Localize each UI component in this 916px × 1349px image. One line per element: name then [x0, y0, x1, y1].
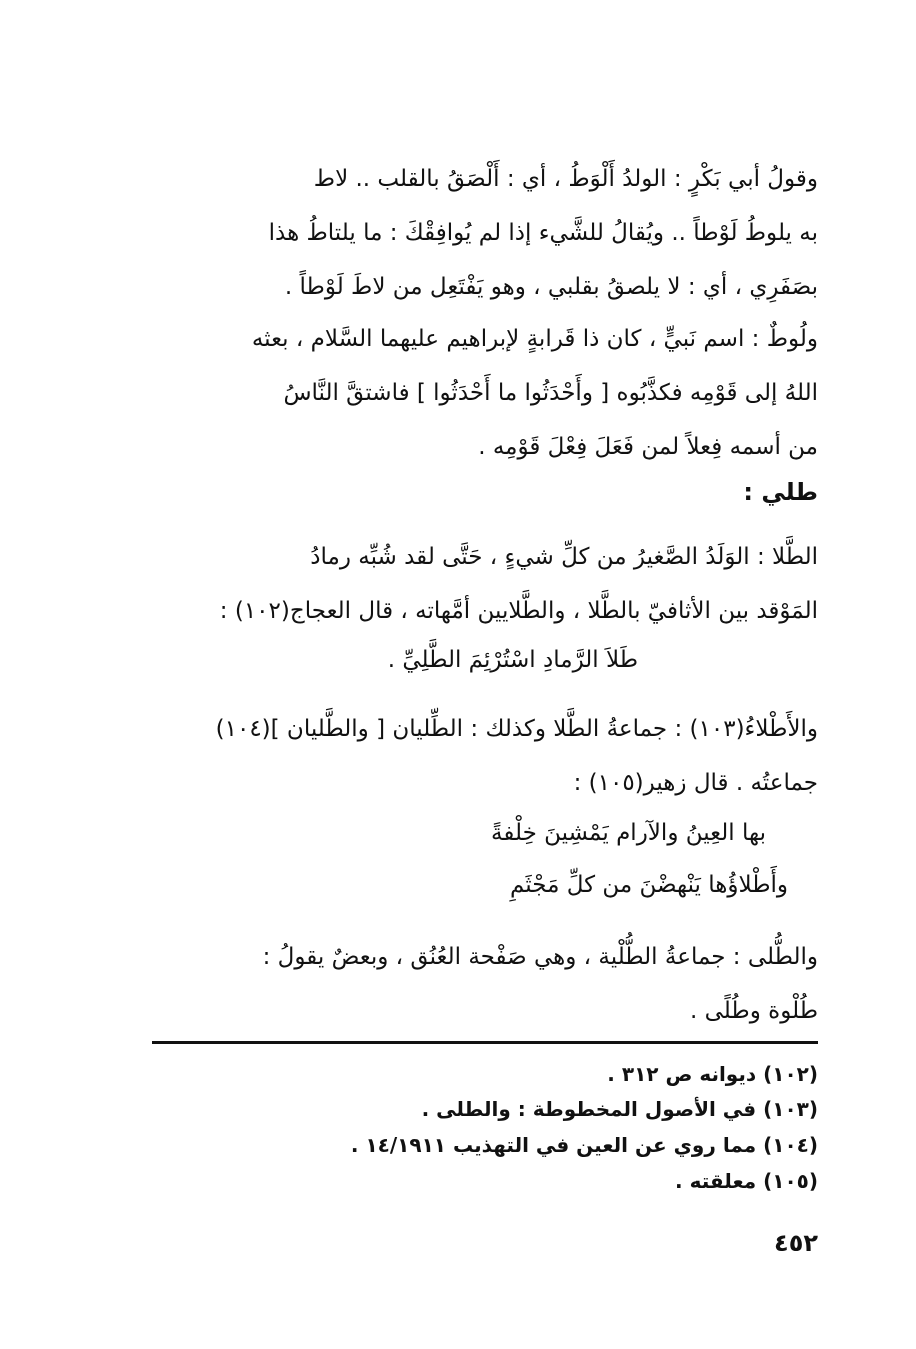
text-line: الطَّلا : الوَلَدُ الصَّغيرُ من كلِّ شيءٍ ، حَتَّى لقد شُبِّه رمادُ: [310, 544, 818, 570]
page-number: ٤٥٢: [774, 1229, 818, 1257]
text-line: به يلوطُ لَوْطاً .. ويُقالُ للشَّيء إذا لم يُوافِقْكَ : ما يلتاطُ هذا: [268, 220, 818, 246]
text-line: طُلْوة وطُلًى .: [690, 998, 818, 1024]
verse-zuhair-hemistich-2: وأَطْلاؤُها يَنْهضْنَ من كلِّ مَجْثَمِ: [509, 872, 788, 898]
text-line: والطُّلى : جماعةُ الطُّلْية ، وهي صَفْحة العُنُق ، وبعضٌ يقولُ :: [262, 944, 818, 970]
verse-ajjaj: طَلاَ الرَّمادِ اسْتُرْئِمَ الطَّلِيِّ .: [387, 647, 638, 673]
text-line: ولُوطٌ : اسم نَبيٍّ ، كان ذا قَرابةٍ لإبراهيم عليهما السَّلام ، بعثه: [251, 326, 818, 352]
verse-zuhair-hemistich-1: بها العِينُ والآرام يَمْشِينَ خِلْفةً: [490, 820, 766, 846]
entry-heading: طلي :: [743, 478, 818, 506]
footnote-103: (١٠٣) في الأصول المخطوطة : والطلى .: [421, 1097, 818, 1121]
footnote-102: (١٠٢) ديوانه ص ٣١٢ .: [607, 1062, 818, 1086]
paragraph-lut: [98, 312, 818, 474]
footnote-105: (١٠٥) معلقته .: [675, 1169, 818, 1193]
text-line: والأَطْلاءُ(١٠٣) : جماعةُ الطَّلا وكذلك : الطِّليان [ والطَّليان ](١٠٤): [215, 716, 818, 742]
paragraph-atla: [98, 702, 818, 810]
text-line: من أسمه فِعلاً لمن فَعَلَ فِعْلَ قَوْمِه .: [478, 434, 818, 460]
paragraph-tala: [98, 530, 818, 638]
footnote-divider: [152, 1041, 818, 1044]
paragraph-tula: [98, 930, 818, 1038]
paragraph-lwt: [98, 152, 818, 314]
text-line: المَوْقد بين الأثافيّ بالطَّلا ، والطَّلايين أمَّهاته ، قال العجاج(١٠٢) :: [219, 598, 818, 624]
text-line: بصَفَرِي ، أي : لا يلصقُ بقلبي ، وهو يَفْتَعِل من لاطَ لَوْطاً .: [284, 274, 818, 300]
text-line: اللهُ إلى قَوْمِه فكذَّبُوه [ وأَحْدَثُوا ما أَحْدَثُوا ] فاشتقَّ النَّاسُ: [283, 380, 818, 406]
text-line: وقولُ أبي بَكْرٍ : الولدُ أَلْوَطُ ، أي : أَلْصَقُ بالقلب .. لاط: [313, 166, 818, 192]
text-line: جماعتُه . قال زهير(١٠٥) :: [573, 770, 818, 796]
footnote-104: (١٠٤) مما روي عن العين في التهذيب ١٤/١٩١١ .: [350, 1133, 818, 1157]
